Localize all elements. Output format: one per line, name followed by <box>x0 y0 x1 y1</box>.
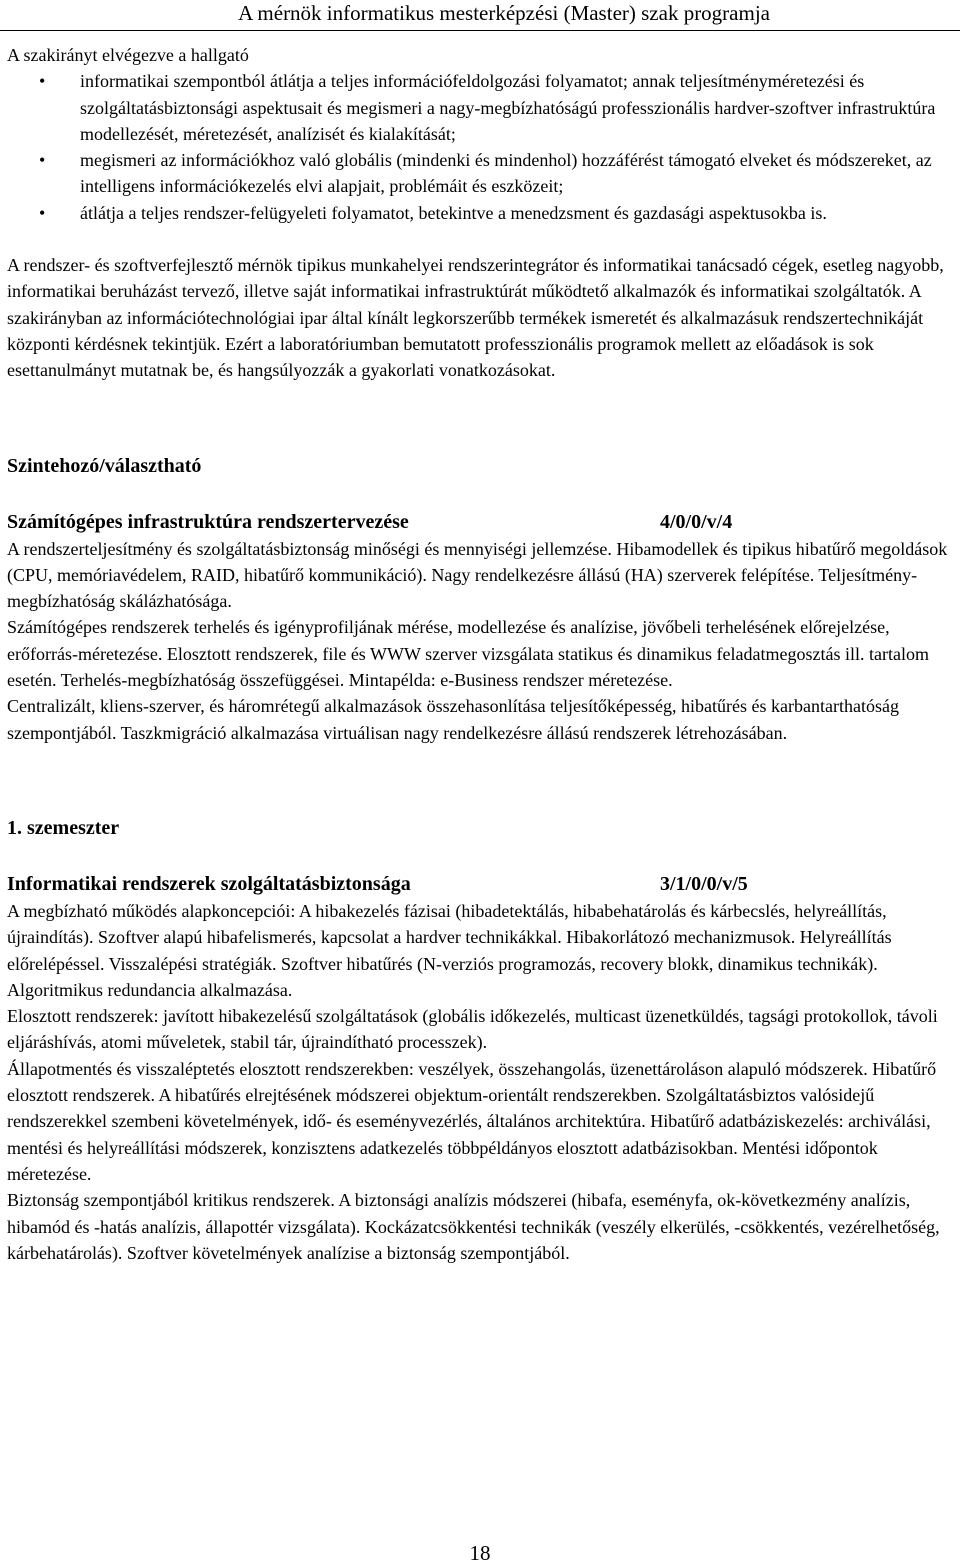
course-description-paragraph: Biztonság szempontjából kritikus rendszerek. A biztonsági analízis módszerei (hibafa, eseményfa, ok-következmény analízis, hibamód és -hatás analízis, állapottér vizsgálata). Kockázatcsökkentési technikák (veszély elkerülés, -csökkentés, vezérelhetőség, kárbehatárolás). Szoftver követelmények analízise a biztonság szempontjából. <box>7 1190 940 1263</box>
course-header <box>7 870 953 898</box>
course-description-paragraph: Centralizált, kliens-szerver, és háromrétegű alkalmazások összehasonlítása teljesítőképesség, hibatűrés és karbantarthatóság szempontjából. Taszkmigráció alkalmazása virtuálisan nagy rendelkezésre állású rendszerek létrehozásában. <box>7 696 899 743</box>
course-code: 4/0/0/v/4 <box>660 510 733 533</box>
course-description-paragraph: A megbízható működés alapkoncepciói: A hibakezelés fázisai (hibadetektálás, hibabehatárolás és kárbecslés, helyreállítás, újraindítás). Szoftver alapú hibafelismerés, kapcsolat a hardver technikákkal. Hibakorlátozó mechanizmusok. Helyreállítás előrelépéssel. Visszalépési stratégiák. Szoftver hibatűrés (N-verziós programozás, recovery blokk, dinamikus technikák). Algoritmikus redundancia alkalmazása. <box>7 900 892 1000</box>
course-code: 3/1/0/0/v/5 <box>660 872 748 895</box>
description-paragraph: A rendszer- és szoftverfejlesztő mérnök tipikus munkahelyei rendszerintegrátor és informatikai tanácsadó cégek, esetleg nagyobb, informatikai beruházást tervező, illetve saját informatikai infrastruktúrát működtető alkalmazók és informatikai szolgáltatók. A szakirányban az információtechnológiai ipar által kínált legkorszerűbb termékek ismeretét és alkalmazásuk rendszertechnikáját központi kérdésnek tekintjük. Ezért a laboratóriumban bemutatott professzionális programok mellett az előadások is sok esettanulmányt mutatnak be, és hangsúlyozzák a gyakorlati vonatkozásokat. <box>7 255 944 381</box>
page-number: 18 <box>469 1541 491 1565</box>
section-title-optional: Szintehozó/választható <box>7 454 202 477</box>
intro-bullet: • informatikai szempontból átlátja a teljes információfeldolgozási folyamatot; annak teljesítményméretezési és szolgáltatásbiztonsági aspektusait és megismeri a nagy-megbízhatóságú professzionális hardver-szoftver infrastruktúra modellezését, méretezését, analízisét és kialakítását; <box>7 68 953 147</box>
page-header <box>0 0 960 31</box>
intro-lead: A szakirányt elvégezve a hallgató <box>7 45 249 65</box>
intro-bullet-list <box>7 68 953 226</box>
intro-bullet: • megismeri az információkhoz való globális (mindenki és mindenhol) hozzáférést támogató elveket és módszereket, az intelligens információkezelés elvi alapjait, problémáit és eszközeit; <box>7 147 953 200</box>
course-description-paragraph: Állapotmentés és visszaléptetés elosztott rendszerekben: veszélyek, összehangolás, üzenettároláson alapuló módszerek. Hibatűrő elosztott rendszerek. A hibatűrés elrejtésének módszerei objektum-orientált rendszerekben. Szolgáltatásbiztos valósidejű rendszerekkel szembeni követelmények, idő- és eseményvezérlés, általános architektúra. Hibatűrő adatbáziskezelés: archiválási, mentési és helyreállítási módszerek, konzisztens adatkezelés többpéldányos elosztott adatbázisokban. Mentési időpontok méretezése. <box>7 1058 937 1184</box>
header-title: A mérnök informatikus mesterképzési (Master) szak programja <box>238 1 770 25</box>
page-content <box>7 42 953 1266</box>
course-description-paragraph: Számítógépes rendszerek terhelés és igényprofiljának mérése, modellezése és analízise, jövőbeli terhelésének előrejelzése, erőforrás-méretezése. Elosztott rendszerek, file és WWW szerver vizsgálata statikus és dinamikus feladatmegosztás ill. tartalom esetén. Terhelés-megbízhatóság összefüggései. Mintapélda: e-Business rendszer méretezése. <box>7 617 929 691</box>
course-name: Informatikai rendszerek szolgáltatásbiztonsága <box>7 872 411 895</box>
course-description-paragraph: A rendszerteljesítmény és szolgáltatásbiztonság minőségi és mennyiségi jellemzése. Hibamodellek és tipikus hibatűrő megoldások (CPU, memóriavédelem, RAID, hibatűrő kommunikáció). Nagy rendelkezésre állású (HA) szerverek felépítése. Teljesítmény-megbízhatóság skálázhatósága. <box>7 538 948 612</box>
course-description-paragraph: Elosztott rendszerek: javított hibakezelésű szolgáltatások (globális időkezelés, multicast üzenetküldés, tagsági protokollok, távoli eljáráshívás, atomi műveletek, stabil tár, újraindítható processzek). <box>7 1006 938 1053</box>
intro-bullet: • átlátja a teljes rendszer-felügyeleti folyamatot, betekintve a menedzsment és gazdasági aspektusokba is. <box>7 200 953 226</box>
course-name: Számítógépes infrastruktúra rendszertervezése <box>7 510 409 533</box>
course-header <box>7 508 953 536</box>
section-title-semester: 1. szemeszter <box>7 816 120 839</box>
